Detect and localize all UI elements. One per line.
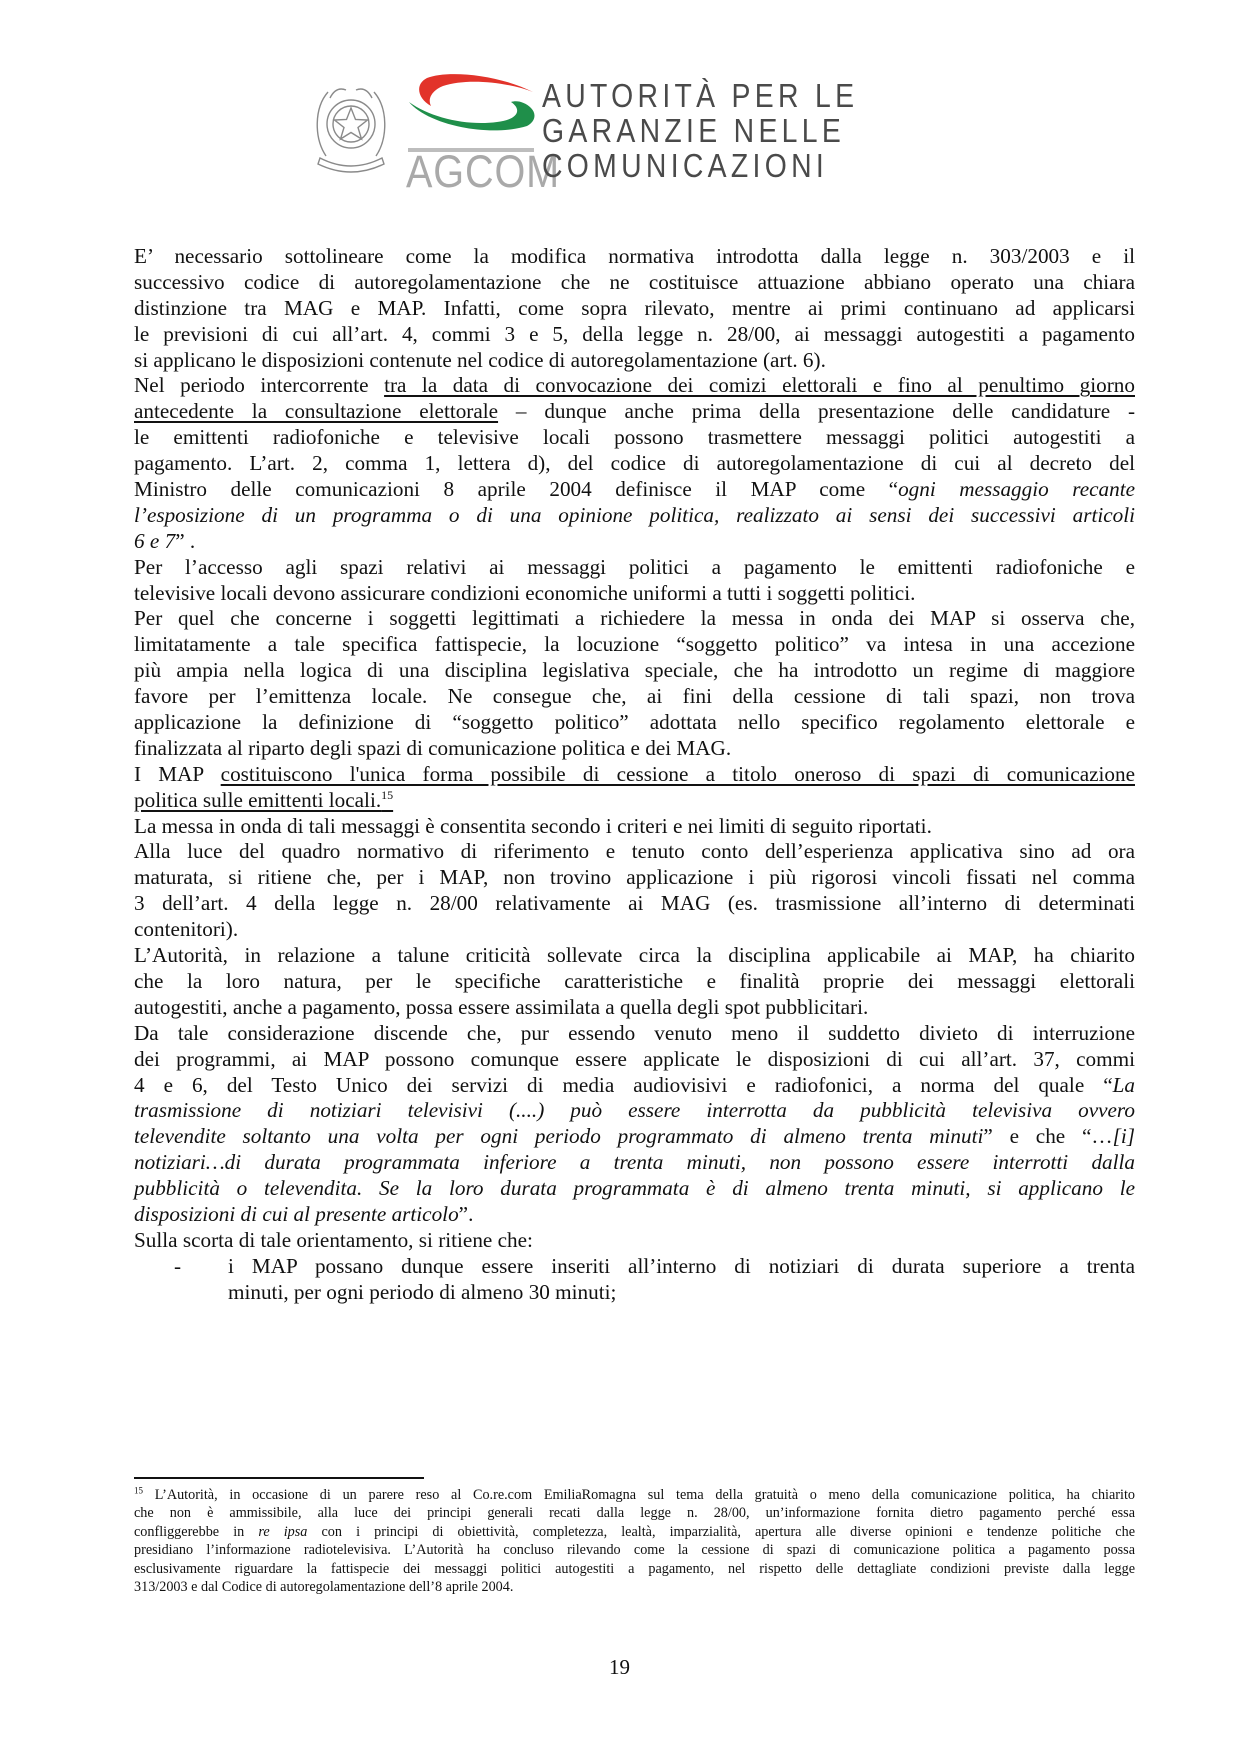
footnote-line: che non è ammissibile, alla luce dei principi generali recati dalla legge n. 28/00, un’informazione fornita dietro pagamento perché essa (134, 1505, 1135, 1522)
text-line: distinzione tra MAG e MAP. Infatti, come sopra rilevato, mentre ai primi continuano ad applicarsi (134, 295, 1135, 320)
italic-quote: pubblicità o televendita. Se la loro durata programmata è di almeno trenta minuti, si applicano le (134, 1176, 1135, 1201)
italic-quote: televendite soltanto una volta per ogni periodo programmato di almeno trenta minuti (134, 1124, 984, 1149)
paragraph-8 (134, 943, 1135, 1021)
text-line: maturata, si ritiene che, per i MAP, non trovino applicazione i più rigorosi vincoli fissati nel comma (134, 865, 1135, 890)
footnote-reference-link[interactable]: 15 (381, 787, 394, 802)
text-run: L’Autorità, in occasione di un parere reso al Co.re.com EmiliaRomagna sul tema della gratuità o meno della comunicazione politica, ha chiarito (143, 1487, 1135, 1503)
text-line (134, 1073, 1135, 1099)
text-run: ” e che “… (983, 1124, 1113, 1149)
text-line: Da tale considerazione discende che, pur essendo venuto meno il suddetto divieto di interruzione (134, 1020, 1135, 1045)
text-line: si applicano le disposizioni contenute nel codice di autoregolamentazione (art. 6). (134, 347, 826, 372)
list-item-continuation: minuti, per ogni periodo di almeno 30 minuti; (228, 1279, 617, 1304)
text-line (134, 1150, 1135, 1176)
footnote-separator (134, 1477, 424, 1479)
underlined-text (134, 788, 393, 812)
page-number: 19 (609, 1655, 630, 1679)
text-line: 3 dell’art. 4 della legge n. 28/00 relativamente ai MAG (es. trasmissione all’interno di determinati (134, 891, 1135, 916)
text-line (134, 1202, 1135, 1228)
text-line (134, 1124, 1135, 1150)
text-line: le emittenti radiofoniche e televisive locali possono trasmettere messaggi politici autogestiti a (134, 425, 1135, 450)
footnote-line: 313/2003 e dal Codice di autoregolamentazione dell’8 aprile 2004. (134, 1578, 514, 1595)
paragraph-2 (134, 373, 1135, 554)
italic-quote: 6 e 7 (134, 528, 176, 553)
paragraph-1 (134, 244, 1135, 373)
text-run: I MAP (134, 761, 221, 786)
org-name-line-3: COMUNICAZIONI (542, 147, 829, 184)
text-line (134, 1098, 1135, 1124)
org-name-line-1: AUTORITÀ PER LE (542, 77, 859, 114)
footnote-number: 15 (134, 1485, 143, 1496)
text-line (134, 762, 1135, 788)
text-line: più ampia nella logica di una disciplina legislativa speciale, che ha introdotto un regime di maggiore (134, 658, 1135, 683)
text-line: Per quel che concerne i soggetti legittimati a richiedere la messa in onda dei MAP si osserva che, (134, 606, 1135, 631)
text-line (134, 529, 1135, 555)
footnote-line (134, 1486, 1135, 1504)
text-line: successivo codice di autoregolamentazione che ne costituisce attuazione abbiano operato una chiara (134, 269, 1135, 294)
underlined-text: costituiscono l'unica forma possibile di cessione a titolo oneroso di spazi di comunicazione (220, 761, 1135, 786)
text-line: pagamento. L’art. 2, comma 1, lettera d), del codice di autoregolamentazione di cui al decreto del (134, 451, 1135, 476)
text-line: dei programmi, ai MAP possono comunque essere applicate le disposizioni di cui all’art. 37, commi (134, 1046, 1135, 1071)
italic-quote: ogni messaggio recante (898, 477, 1135, 502)
footnote (134, 1486, 1135, 1596)
italic-quote: disposizioni di cui al presente articolo (134, 1201, 459, 1226)
text-line: autogestiti, anche a pagamento, possa essere assimilata a quella degli spot pubblicitari. (134, 994, 869, 1019)
italic-text: re ipsa (258, 1523, 308, 1540)
italic-quote: l’esposizione di un programma o di una opinione politica, realizzato ai sensi dei successivi articoli (134, 502, 1135, 527)
text-run: – dunque anche prima della presentazione delle candidature - (498, 399, 1135, 424)
agcom-logo-swoosh-icon (407, 72, 537, 144)
org-name-line-2: GARANZIE NELLE (542, 112, 846, 149)
text-line (134, 788, 1135, 814)
text-line: Alla luce del quadro normativo di riferimento e tenuto conto dell’esperienza applicativa sino ad ora (134, 839, 1135, 864)
text-line: Per l’accesso agli spazi relativi ai messaggi politici a pagamento le emittenti radiofoniche e (134, 554, 1135, 579)
document-body (134, 244, 1135, 1306)
text-run: ”. (458, 1201, 474, 1226)
text-line: finalizzata al riparto degli spazi di comunicazione politica e dei MAG. (134, 735, 732, 760)
text-run: confliggerebbe in (134, 1523, 259, 1540)
paragraph-7 (134, 839, 1135, 943)
text-line: che la loro natura, per le specifiche caratteristiche e finalità proprie dei messaggi elettorali (134, 968, 1135, 993)
text-run: con i principi di obiettività, completezza, lealtà, imparzialità, apertura alle diverse opinioni e tendenze politiche che (307, 1523, 1135, 1540)
italic-quote: [i] (1112, 1124, 1135, 1149)
text-run: politica sulle emittenti locali. (134, 787, 382, 812)
bullet-list (134, 1254, 1135, 1306)
text-line: applicazione la definizione di “soggetto politico” adottata nello specifico regolamento elettorale e (134, 710, 1135, 735)
text-line: E’ necessario sottolineare come la modifica normativa introdotta dalla legge n. 303/2003 e il (134, 244, 1135, 268)
text-run: 4 e 6, del Testo Unico dei servizi di media audiovisivi e radiofonici, a norma del quale “ (134, 1072, 1113, 1097)
text-line: limitatamente a tale specifica fattispecie, la locuzione “soggetto politico” va intesa in una accezione (134, 632, 1135, 657)
text-line (134, 373, 1135, 399)
list-item-text: i MAP possano dunque essere inseriti all’interno di notiziari di durata superiore a trenta (228, 1253, 1135, 1278)
text-line: contenitori). (134, 917, 239, 942)
list-item (134, 1254, 1135, 1280)
page-header (312, 68, 952, 197)
paragraph-9 (134, 1021, 1135, 1228)
italic-quote: La (1112, 1072, 1135, 1097)
italic-quote: trasmissione di notiziari televisivi (....) può essere interrotta da pubblicità televisiva ovvero (134, 1098, 1135, 1123)
paragraph-10 (134, 1228, 1135, 1254)
organization-name (542, 78, 858, 183)
underlined-text: tra la data di convocazione dei comizi elettorali e fino al penultimo giorno (384, 373, 1135, 398)
text-line (134, 503, 1135, 529)
footnote-line (134, 1523, 1135, 1541)
repubblica-italiana-emblem-icon (312, 78, 390, 178)
paragraph-5 (134, 762, 1135, 814)
text-line: Sulla scorta di tale orientamento, si ritiene che: (134, 1227, 533, 1252)
italic-quote: notiziari…di durata programmata inferiore a trenta minuti, non possono essere interrotti dalla (134, 1150, 1135, 1175)
paragraph-6 (134, 814, 1135, 840)
list-bullet: - (174, 1253, 182, 1278)
paragraph-3 (134, 555, 1135, 607)
text-run: ” . (175, 528, 196, 553)
text-line: L’Autorità, in relazione a talune criticità sollevate circa la disciplina applicabile ai MAP, ha chiarito (134, 943, 1135, 968)
text-line: televisive locali devono assicurare condizioni economiche uniformi a tutti i soggetti politici. (134, 580, 916, 605)
paragraph-4 (134, 606, 1135, 761)
text-line: le previsioni di cui all’art. 4, commi 3 e 5, della legge n. 28/00, ai messaggi autogestiti a pagamento (134, 321, 1135, 346)
text-line (134, 399, 1135, 425)
text-line (134, 1176, 1135, 1202)
footnote-line: esclusivamente riguardare la fattispecie dei messaggi politici autogestiti a pagamento, nel rispetto delle dettagliate condizioni previste dalla legge (134, 1560, 1135, 1577)
agcom-logo-text: AGCOM (406, 146, 561, 197)
footnote-line: presidiano l’informazione radiotelevisiva. L’Autorità ha concluso rilevando come la cessione di spazi di comunicazione politica a pagamento possa (134, 1542, 1135, 1559)
text-line: favore per l’emittenza locale. Ne consegue che, ai fini della cessione di tali spazi, non trova (134, 684, 1135, 709)
text-run: Nel periodo intercorrente (134, 373, 385, 398)
text-line (134, 477, 1135, 503)
text-run: Ministro delle comunicazioni 8 aprile 2004 definisce il MAP come “ (134, 477, 899, 502)
underlined-text: antecedente la consultazione elettorale (134, 399, 499, 424)
text-line: La messa in onda di tali messaggi è consentita secondo i criteri e nei limiti di seguito riportati. (134, 813, 932, 838)
